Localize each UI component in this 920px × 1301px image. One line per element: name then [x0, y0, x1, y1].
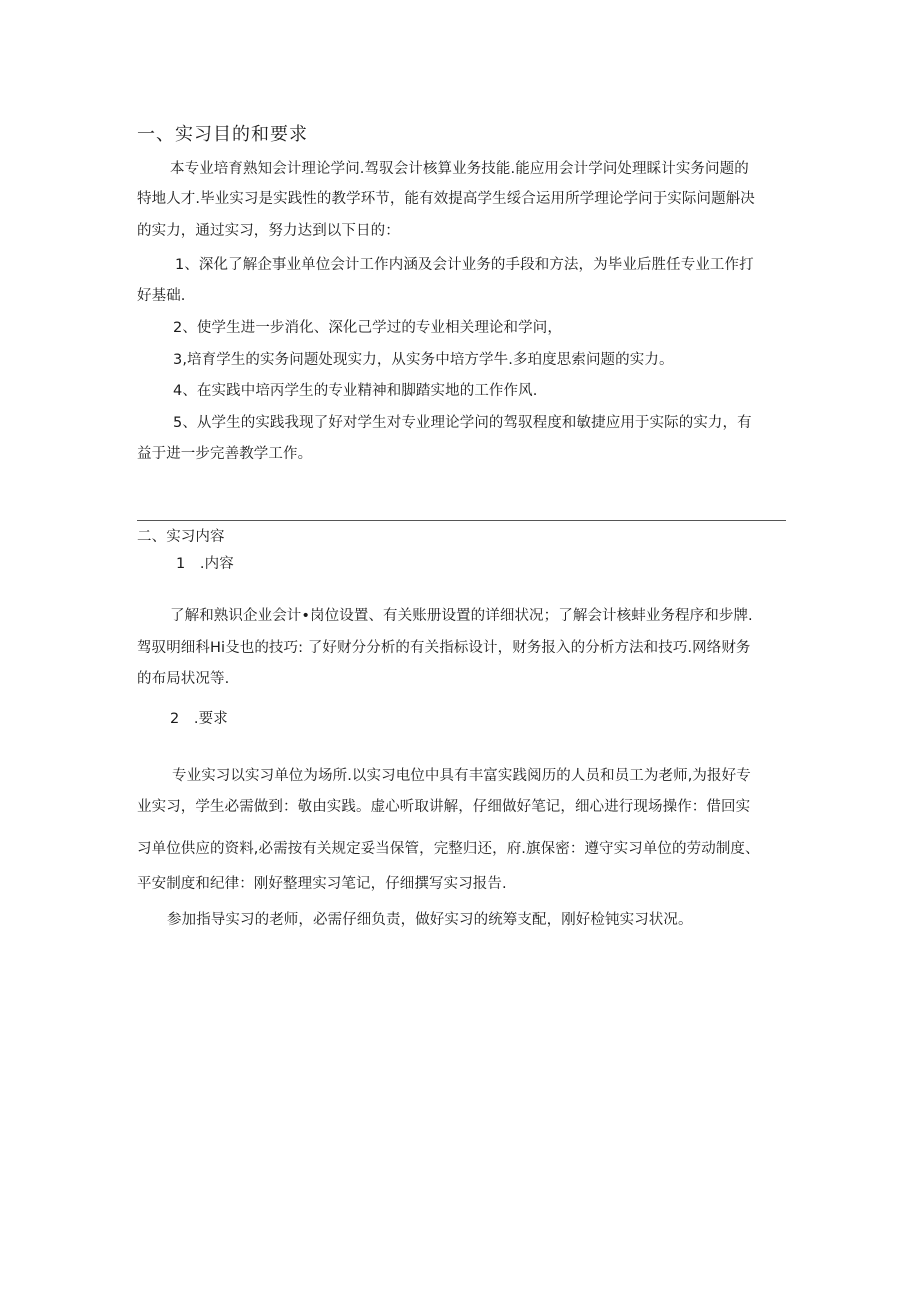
section2-sub1-title: 1 .内容 [176, 556, 234, 572]
section1-item-3: 3,培育学生的实务问题处现实力，从实务中培方学牛.多珀度思索问题的实力。 [173, 352, 674, 368]
section2-sub2-line-2: 业实习，学生必需做到：敬由实践。虚心听取讲解，仔细做好笔记，细心进行现场操作：借回实 [137, 799, 751, 815]
section2-sub1-line-1: 了解和熟识企业会计•岗位设置、有关账册设置的详细状况；了解会计核蚌业务程序和步牌. [170, 608, 753, 624]
section2-sub2-line-4: 平安制度和纪律：刚好整理实习笔记，仔细撰写实习报告. [137, 876, 507, 892]
section1-item-1-line-1: 1、深化了解企事业单位会计工作内涵及会计业务的手段和方法，为毕业后胜任专业工作打 [175, 257, 754, 273]
section-divider [137, 520, 786, 521]
section2-heading: 二、实习内容 [137, 529, 225, 545]
section1-item-2: 2、使学生进一步消化、深化己学过的专业相关理论和学问， [173, 320, 562, 336]
section1-heading: 一、实习目的和要求 [137, 124, 308, 145]
section1-intro-line-2: 特地人才.毕业实习是实践性的教学环节，能有效提高学生绥合运用所学理论学问于实际问题斛决 [137, 191, 755, 207]
section2-sub1-line-2: 驾驭明细科Hi殳也的技巧: 了好财分分析的有关指标设计，财务报入的分析方法和技巧.网络财务 [137, 640, 751, 656]
section1-item-5-line-1: 5、从学生的实践我现了好对学生对专业理论学问的驾驭程度和敏捷应用于实际的实力，有 [173, 415, 752, 431]
section2-sub1-line-3: 的布局状况等. [137, 671, 230, 687]
section1-item-1-line-2: 好基础. [137, 288, 186, 304]
section1-intro-line-3: 的实力，通过实习，努力达到以下日的： [137, 223, 400, 239]
section2-sub2-line-1: 专业实习以实习单位为场所.以实习电位中具有丰富实践阅历的人员和员工为老师,为报好专 [172, 768, 751, 784]
section2-sub2-title: 2 .要求 [170, 711, 228, 727]
section2-closing: 参加指导实习的老师，必需仔细负责，做好实习的统筹支配，刚好检钝实习状况。 [167, 912, 693, 928]
section2-sub2-line-3: 习单位供应的资料,必需按有关规定妥当保管，完整归还，府.旗保密：遵守实习单位的劳动制度、 [137, 841, 760, 857]
section1-item-5-line-2: 益于进一步完善教学工作。 [137, 446, 313, 462]
section1-item-4: 4、在实践中培丙学生的专业精神和脚踏实地的工作作风. [173, 383, 538, 399]
section1-intro-line-1: 本专业培育熟知会计理论学问.驾驭会计核算业务技能.能应用会计学问处理睬计实务问题的 [170, 161, 749, 177]
